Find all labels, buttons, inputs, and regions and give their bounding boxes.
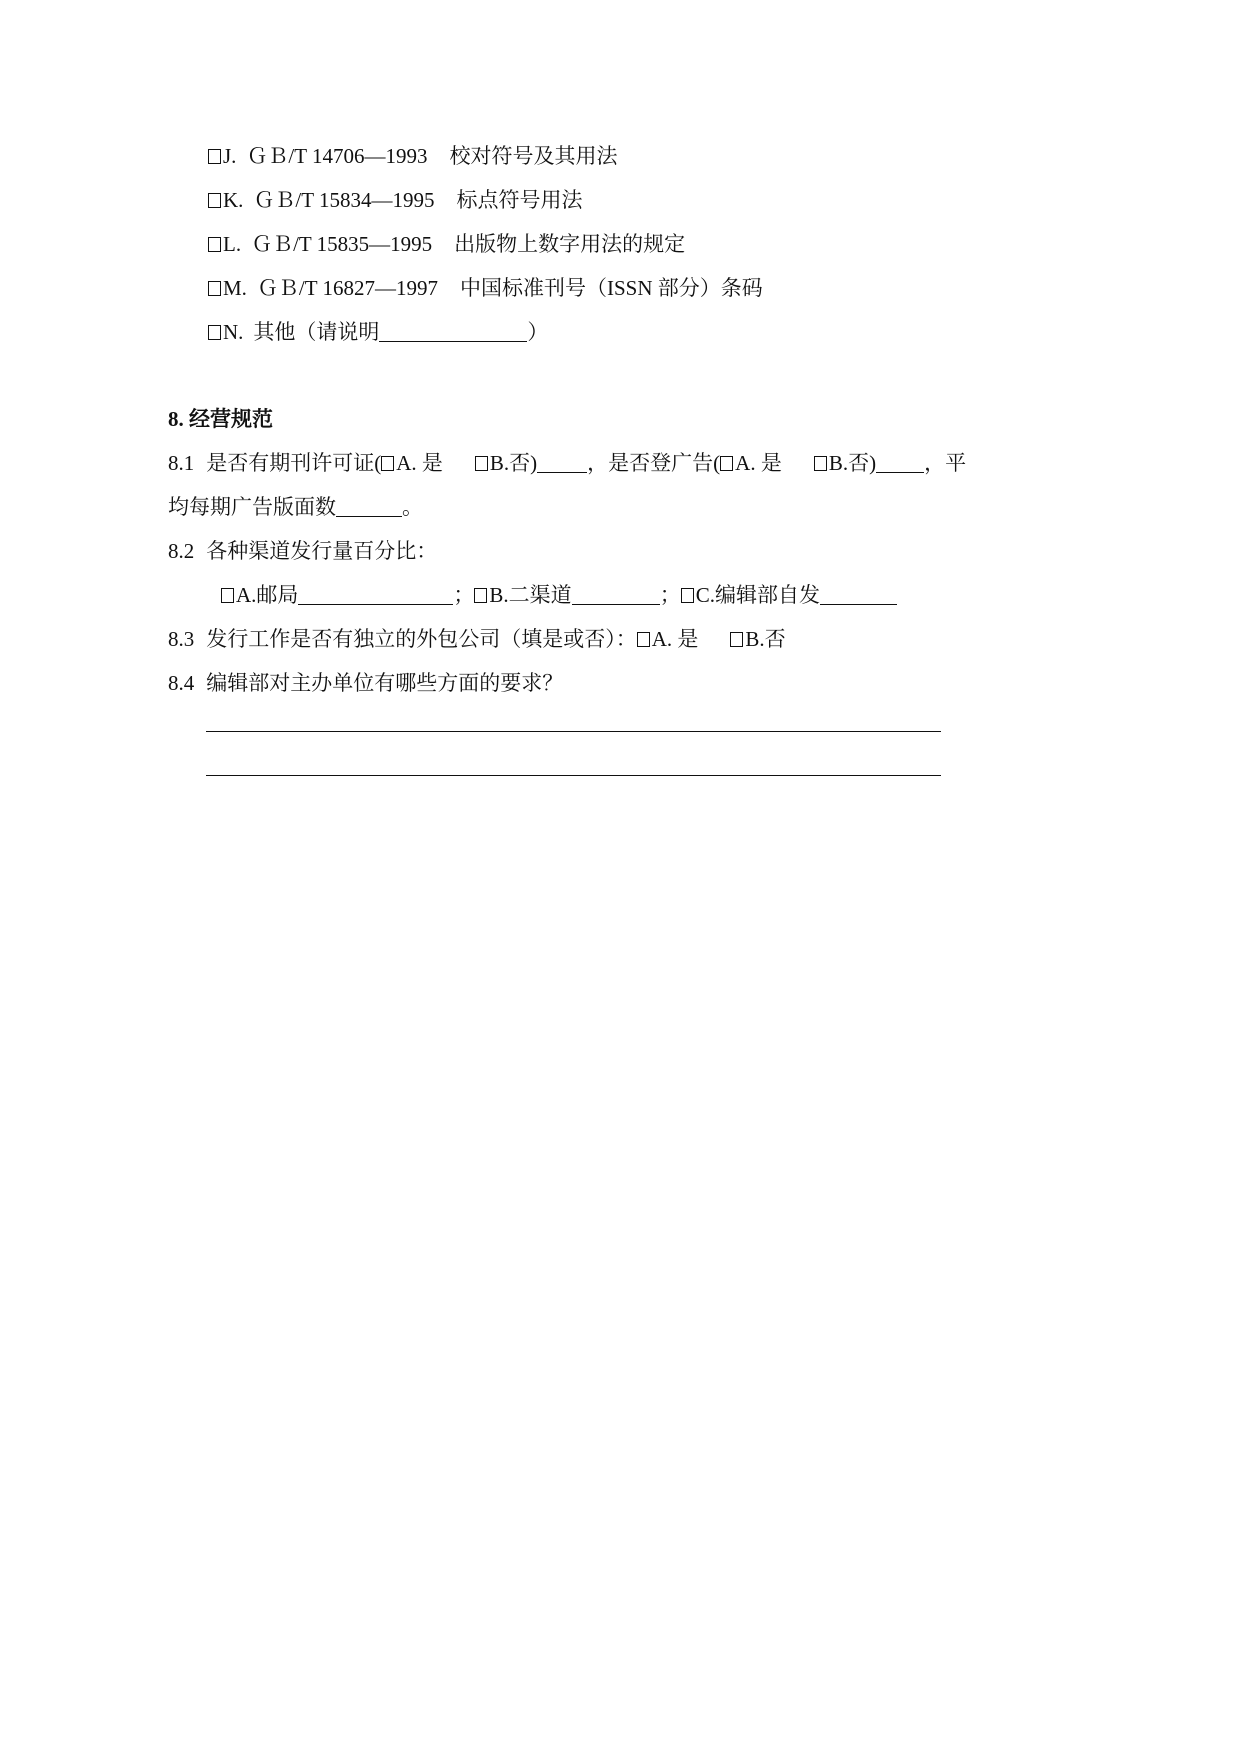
option-letter: L.: [223, 232, 242, 256]
other-blank[interactable]: [379, 321, 527, 342]
question-number: 8.2: [168, 539, 195, 563]
option-b: B.否): [828, 451, 877, 475]
license-blank[interactable]: [537, 452, 587, 473]
checkbox[interactable]: [208, 149, 221, 164]
checkbox[interactable]: [208, 237, 221, 252]
checkbox[interactable]: [208, 281, 221, 296]
standard-title: 出版物上数字用法的规定: [454, 232, 686, 256]
checkbox[interactable]: [720, 456, 733, 471]
standard-code: ＧＢ/T 15834—1995: [253, 188, 435, 212]
checkbox[interactable]: [381, 456, 394, 471]
option-b: B.否: [745, 627, 786, 651]
question-text: ，是否登广告(: [587, 451, 721, 475]
separator: ；: [453, 583, 475, 607]
standard-item-m: [208, 275, 763, 301]
option-c: C.编辑部自发: [695, 583, 820, 607]
checkbox[interactable]: [475, 456, 488, 471]
question-number: 8.4: [168, 671, 195, 695]
checkbox[interactable]: [208, 193, 221, 208]
other-label: 其他（请说明: [253, 320, 380, 344]
checkbox[interactable]: [681, 588, 694, 603]
question-8-2: [168, 538, 437, 564]
question-text: ，平: [924, 451, 967, 475]
period: 。: [402, 495, 423, 519]
question-8-3: [168, 626, 786, 652]
post-office-blank[interactable]: [298, 584, 453, 605]
checkbox[interactable]: [730, 632, 743, 647]
option-letter: K.: [223, 188, 244, 212]
question-text: 各种渠道发行量百分比：: [206, 539, 438, 563]
question-text: 均每期广告版面数: [168, 495, 336, 519]
question-number: 8.1: [168, 451, 195, 475]
checkbox[interactable]: [208, 325, 221, 340]
question-8-2-options: [221, 582, 897, 608]
standard-title: 校对符号及其用法: [449, 144, 618, 168]
question-number: 8.3: [168, 627, 195, 651]
ads-blank[interactable]: [876, 452, 924, 473]
standard-item-l: [208, 231, 685, 257]
separator: ；: [659, 583, 681, 607]
option-letter: N.: [223, 320, 244, 344]
question-8-1-continued: [168, 494, 423, 520]
standard-item-other: [208, 319, 548, 345]
checkbox[interactable]: [814, 456, 827, 471]
other-close: ）: [527, 320, 549, 344]
option-a: A. 是: [651, 627, 699, 651]
standard-item-j: [208, 143, 617, 169]
ad-pages-blank[interactable]: [336, 496, 402, 517]
standard-title: 中国标准刊号（ISSN 部分）条码: [459, 276, 763, 300]
question-text: 是否有期刊许可证(: [206, 451, 382, 475]
checkbox[interactable]: [474, 588, 487, 603]
option-letter: J.: [223, 144, 237, 168]
question-8-4: [168, 670, 563, 696]
question-8-1: [168, 450, 966, 476]
option-a: A. 是: [396, 451, 443, 475]
standard-item-k: [208, 187, 582, 213]
standard-code: ＧＢ/T 14706—1993: [246, 144, 428, 168]
checkbox[interactable]: [637, 632, 650, 647]
self-distribution-blank[interactable]: [820, 584, 897, 605]
section-heading: 8. 经营规范: [168, 407, 273, 431]
standard-title: 标点符号用法: [456, 188, 583, 212]
answer-line[interactable]: [206, 775, 941, 776]
second-channel-blank[interactable]: [572, 584, 660, 605]
option-b: B.二渠道: [489, 583, 572, 607]
standard-code: ＧＢ/T 16827—1997: [256, 276, 438, 300]
standard-code: ＧＢ/T 15835—1995: [251, 232, 433, 256]
question-text: 发行工作是否有独立的外包公司（填是或否）：: [206, 627, 637, 651]
question-text: 编辑部对主办单位有哪些方面的要求？: [206, 671, 564, 695]
option-a: A.邮局: [236, 583, 299, 607]
option-b: B.否): [489, 451, 538, 475]
option-a: A. 是: [735, 451, 782, 475]
answer-line[interactable]: [206, 731, 941, 732]
option-letter: M.: [223, 276, 247, 300]
checkbox[interactable]: [221, 588, 234, 603]
